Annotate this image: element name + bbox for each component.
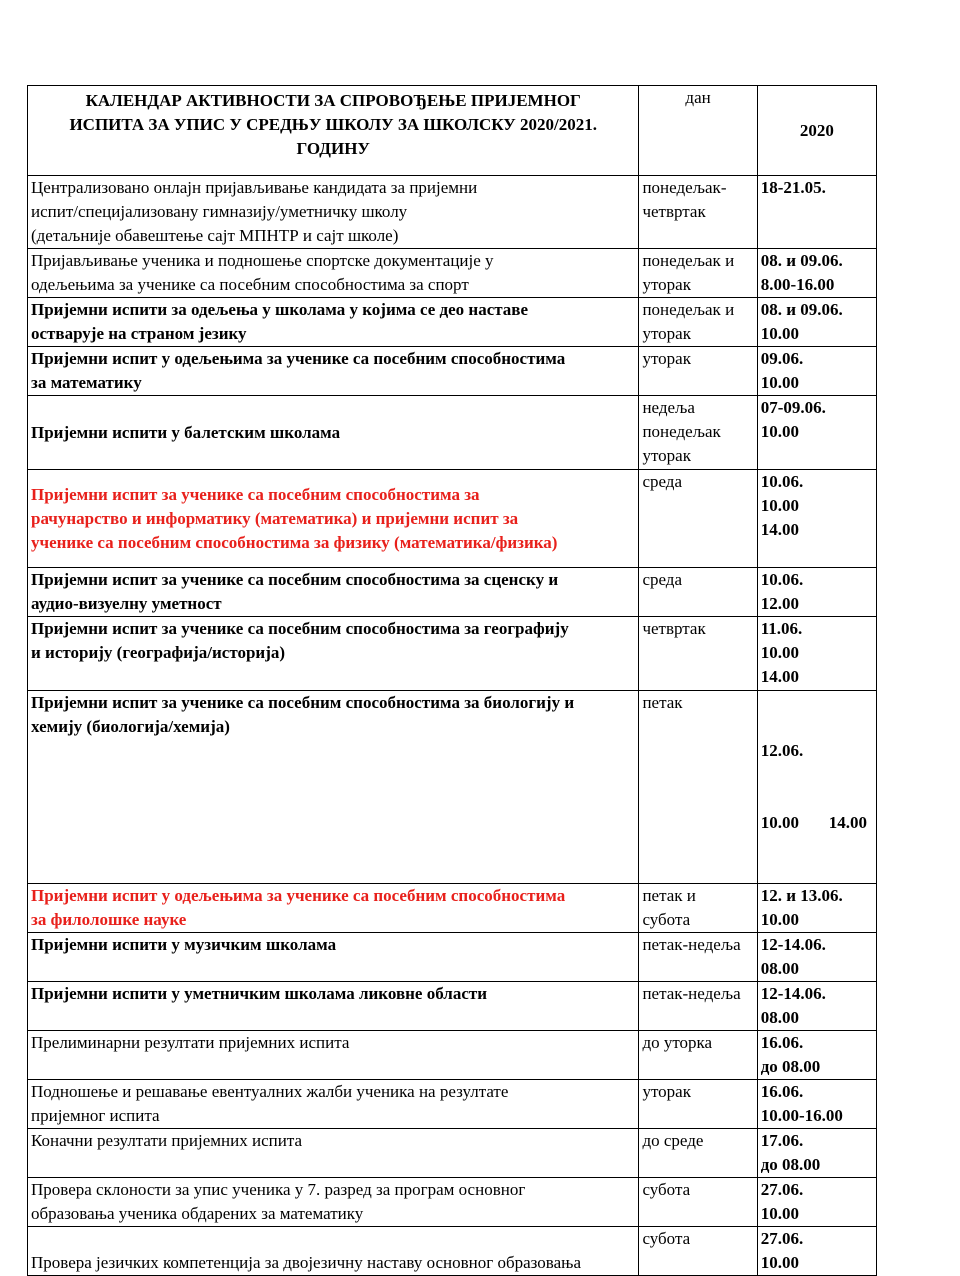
activity-cell <box>28 617 639 691</box>
day-cell <box>639 1080 757 1129</box>
day-line: уторак <box>642 1082 691 1101</box>
activity-line: пријемног испита <box>31 1106 160 1125</box>
activity-cell <box>28 470 639 568</box>
date-line: 10.00 <box>760 373 799 392</box>
activity-cell <box>28 1080 639 1129</box>
activity-line: остварује на страном језику <box>31 324 247 343</box>
table-row <box>28 249 877 298</box>
date-line: 08. и 09.06. <box>760 300 843 319</box>
day-line: четвртак <box>642 202 706 221</box>
date-line: 10.00 <box>760 1253 799 1272</box>
date-cell <box>757 1178 876 1227</box>
table-row <box>28 617 877 691</box>
date-cell <box>757 1031 876 1080</box>
date-line: 07-09.06. <box>760 398 826 417</box>
table-row <box>28 568 877 617</box>
date-cell <box>757 298 876 347</box>
activity-line: Пријемни испити у уметничким школама ликовне области <box>31 984 488 1003</box>
table-row <box>28 396 877 470</box>
activity-line: Провера склоности за упис ученика у 7. разред за програм основног <box>31 1180 526 1199</box>
activity-cell <box>28 982 639 1031</box>
activity-line: аудио-визуелну уметност <box>31 594 222 613</box>
table-row <box>28 691 877 884</box>
day-cell <box>639 1031 757 1080</box>
day-line: субота <box>642 910 691 929</box>
day-line: понедељак и <box>642 300 735 319</box>
day-line: петак-недеља <box>642 935 741 954</box>
activity-line: Пријемни испит за ученике са посебним способностима за сценску и <box>31 570 559 589</box>
day-cell <box>639 347 757 396</box>
table-row <box>28 982 877 1031</box>
date-line: 10.00-16.00 <box>760 1106 843 1125</box>
date-line: до 08.00 <box>760 1155 821 1174</box>
date-line: 11.06. <box>760 619 803 638</box>
date-line: 10.00 <box>760 910 799 929</box>
table-row <box>28 1129 877 1178</box>
table-row <box>28 298 877 347</box>
day-cell <box>639 617 757 691</box>
date-cell <box>757 691 876 884</box>
activity-cell <box>28 691 639 884</box>
date-cell <box>757 176 876 249</box>
activity-line: рачунарство и информатику (математика) и пријемни испит за <box>31 508 519 528</box>
table-row <box>28 884 877 933</box>
activity-line: и историју (географија/историја) <box>31 643 286 662</box>
date-line: 8.00-16.00 <box>760 275 835 294</box>
title-line: КАЛЕНДАР АКТИВНОСТИ ЗА СПРОВОЂЕЊЕ ПРИЈЕМНОГ <box>85 91 581 110</box>
day-line: субота <box>642 1229 691 1248</box>
day-cell <box>639 568 757 617</box>
date-line: 10.00 <box>760 496 799 515</box>
date-line: 12-14.06. <box>760 984 826 1003</box>
day-line: петак <box>642 693 683 712</box>
activity-line: Пријемни испити у балетским школама <box>31 422 341 442</box>
activity-cell <box>28 933 639 982</box>
date-line: 18-21.05. <box>760 178 826 197</box>
date-cell <box>757 1129 876 1178</box>
day-line: уторак <box>642 446 691 465</box>
day-cell <box>639 396 757 470</box>
day-cell <box>639 249 757 298</box>
activity-line: Пријемни испити у музичким школама <box>31 935 337 954</box>
day-cell <box>639 1178 757 1227</box>
day-line: понедељак <box>642 422 721 441</box>
activity-line: Провера језичких компетенција за двојезичну наставу основног образовања <box>31 1253 581 1272</box>
date-line: 16.06. <box>760 1082 804 1101</box>
day-line: среда <box>642 472 682 491</box>
activity-line: Прелиминарни резултати пријемних испита <box>31 1033 350 1052</box>
day-line: субота <box>642 1180 691 1199</box>
date-cell <box>757 933 876 982</box>
activity-line: Пријемни испит за ученике са посебним способностима за <box>31 484 480 504</box>
activity-cell <box>28 1129 639 1178</box>
day-cell <box>639 691 757 884</box>
date-line: 09.06. <box>760 349 804 368</box>
date-cell <box>757 347 876 396</box>
date-cell <box>757 884 876 933</box>
table-row <box>28 470 877 568</box>
activity-line: Пријемни испит у одељењима за ученике са посебним способностима <box>31 349 566 368</box>
date-line: 10.00 <box>760 422 799 441</box>
activity-cell <box>28 298 639 347</box>
table-row <box>28 1031 877 1080</box>
day-cell <box>639 982 757 1031</box>
activity-line: Коначни резултати пријемних испита <box>31 1131 303 1150</box>
activity-line: Пријемни испит за ученике са посебним способностима за биологију и <box>31 693 575 712</box>
date-line: 14.00 <box>760 520 799 539</box>
day-cell <box>639 933 757 982</box>
date-cell <box>757 396 876 470</box>
date-line: 10.00 <box>760 643 799 662</box>
date-line: 08. и 09.06. <box>760 251 843 270</box>
activity-line: Пријемни испит за ученике са посебним способностима за географију <box>31 619 569 638</box>
day-line: недеља <box>642 398 695 417</box>
date-line: 17.06. <box>760 1131 804 1150</box>
activity-line: Пријављивање ученика и подношење спортске документације у <box>31 251 494 270</box>
table-title <box>28 86 639 176</box>
date-line: 10.06. <box>760 570 804 589</box>
activity-cell <box>28 347 639 396</box>
activity-line: за филолошке науке <box>31 910 187 929</box>
date-line: 10.00 <box>760 1204 799 1223</box>
day-line: четвртак <box>642 619 706 638</box>
day-cell <box>639 470 757 568</box>
table-row <box>28 1227 877 1276</box>
activity-cell <box>28 396 639 470</box>
activity-line: за математику <box>31 373 142 392</box>
title-line: ИСПИТА ЗА УПИС У СРЕДЊУ ШКОЛУ ЗА ШКОЛСКУ 2020/2021. <box>69 115 597 134</box>
date-line: 08.00 <box>760 1008 799 1027</box>
activity-line: образовања ученика обдарених за математику <box>31 1204 364 1223</box>
table-row <box>28 347 877 396</box>
date-line: 16.06. <box>760 1033 804 1052</box>
day-line: среда <box>642 570 682 589</box>
date-line: 10.00 <box>760 324 799 343</box>
day-cell <box>639 298 757 347</box>
date-line: 12. и 13.06. <box>760 886 843 905</box>
activity-cell <box>28 568 639 617</box>
day-cell <box>639 1129 757 1178</box>
table-row <box>28 1080 877 1129</box>
activity-line: Централизовано онлајн пријављивање кандидата за пријемни <box>31 178 478 197</box>
date-line: 12.00 <box>760 594 799 613</box>
date-line: 12-14.06. <box>760 935 826 954</box>
activity-cell <box>28 1227 639 1276</box>
table-row <box>28 176 877 249</box>
day-line: понедељак и <box>642 251 735 270</box>
activity-cell <box>28 1031 639 1080</box>
activity-line: испит/специјализовану гимназију/уметничку школу <box>31 202 408 221</box>
date-cell <box>757 1227 876 1276</box>
day-cell <box>639 1227 757 1276</box>
activity-line: (детаљније обавештење сајт МПНТР и сајт школе) <box>31 226 399 245</box>
date-cell <box>757 982 876 1031</box>
day-cell <box>639 884 757 933</box>
activity-cell <box>28 249 639 298</box>
date-cell <box>757 1080 876 1129</box>
admission-calendar-table <box>27 85 877 1276</box>
day-line: уторак <box>642 275 691 294</box>
title-line: ГОДИНУ <box>296 139 370 158</box>
table-row <box>28 1178 877 1227</box>
activity-cell <box>28 176 639 249</box>
day-line: уторак <box>642 324 691 343</box>
activity-line: Подношење и решавање евентуалних жалби ученика на резултате <box>31 1082 509 1101</box>
date-cell <box>757 568 876 617</box>
date-line: 27.06. <box>760 1180 804 1199</box>
day-line: до уторка <box>642 1033 713 1052</box>
day-cell <box>639 176 757 249</box>
day-line: до среде <box>642 1131 704 1150</box>
date-line: до 08.00 <box>760 1057 821 1076</box>
date-line: 27.06. <box>760 1229 804 1248</box>
date-cell <box>757 617 876 691</box>
activity-cell <box>28 1178 639 1227</box>
date-line: 12.06. <box>760 741 804 760</box>
year-column-header: 2020 <box>757 86 876 176</box>
table-header-row <box>28 86 877 176</box>
day-line: петак и <box>642 886 696 905</box>
activity-line: Пријемни испити за одељења у школама у којима се део наставе <box>31 300 529 319</box>
activity-line: хемију (биологија/хемија) <box>31 717 230 736</box>
activity-line: Пријемни испит у одељењима за ученике са посебним способностима <box>31 886 566 905</box>
day-column-header: дан <box>639 86 757 176</box>
table-row <box>28 933 877 982</box>
date-line: 10.06. <box>760 472 804 491</box>
date-cell <box>757 470 876 568</box>
date-cell <box>757 249 876 298</box>
activity-cell <box>28 884 639 933</box>
activity-line: одељењима за ученике са посебним способностима за спорт <box>31 275 469 294</box>
day-line: петак-недеља <box>642 984 741 1003</box>
date-line: 14.00 <box>760 667 799 686</box>
day-line: уторак <box>642 349 691 368</box>
day-line: понедељак- <box>642 178 727 197</box>
date-line: 08.00 <box>760 959 799 978</box>
activity-line: ученике са посебним способностима за физику (математика/физика) <box>31 532 558 552</box>
date-line: 10.00 14.00 <box>760 813 867 832</box>
